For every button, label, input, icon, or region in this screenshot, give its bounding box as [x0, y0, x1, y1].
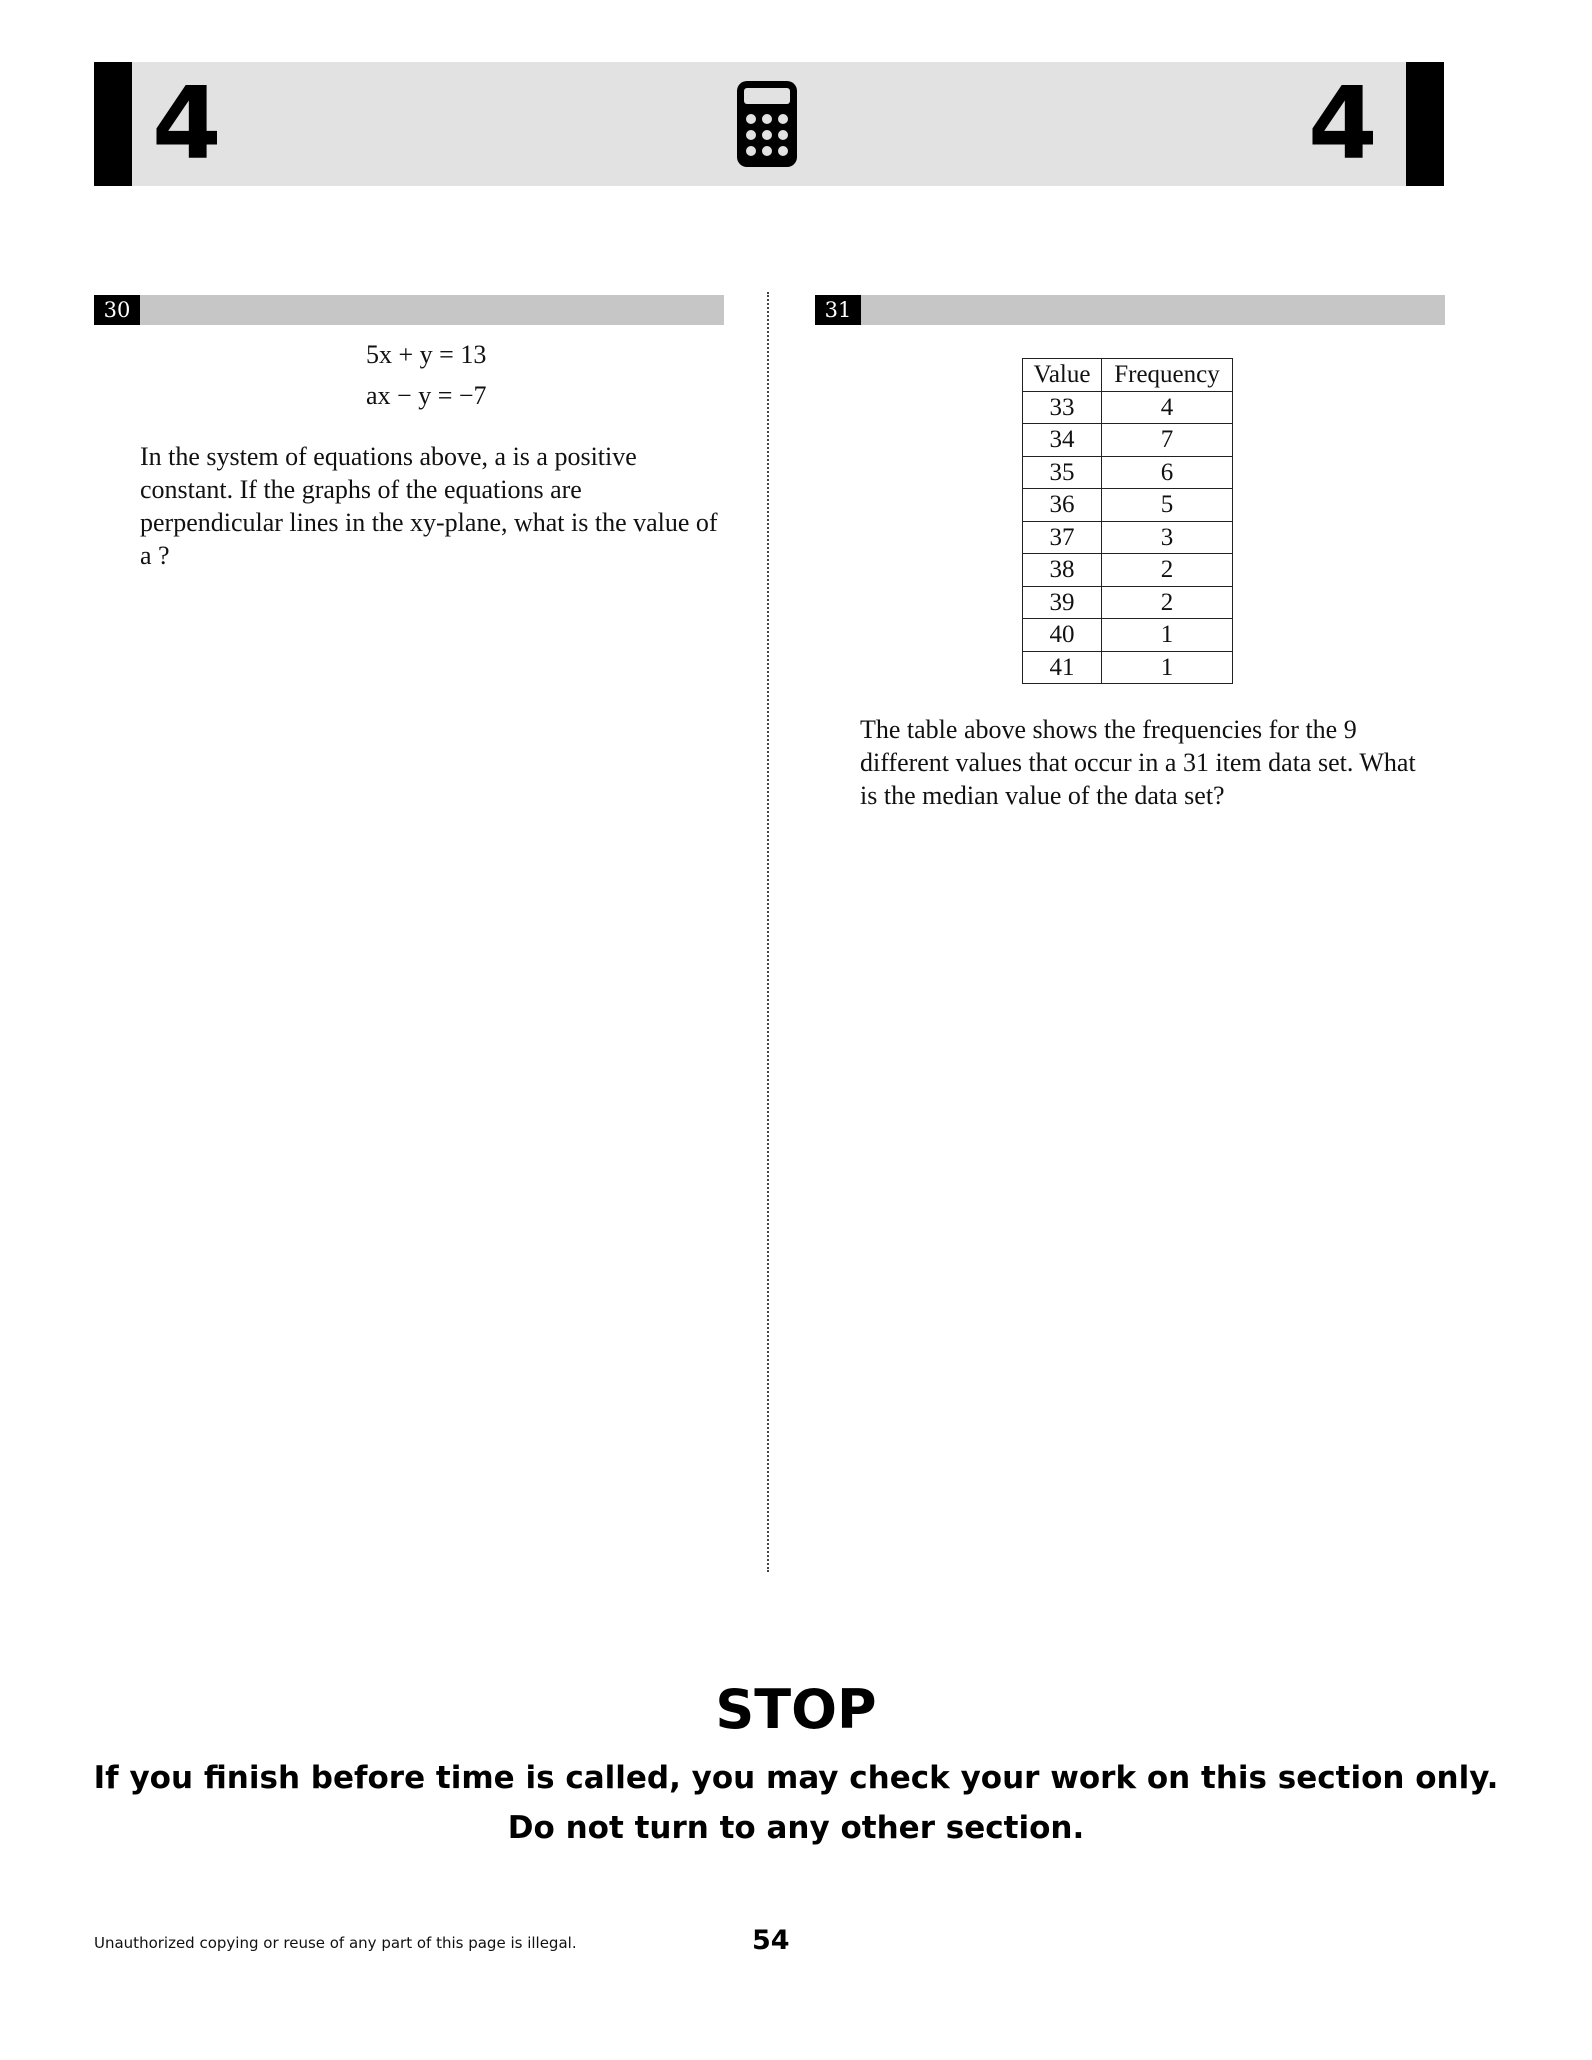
table-cell-frequency: 6 [1102, 456, 1233, 489]
question-30-text: In the system of equations above, a is a positive constant. If the graphs of the equations are perpendicular lines in the xy-plane, what is the value of a ? [140, 442, 718, 570]
table-cell-frequency: 4 [1102, 391, 1233, 424]
table-cell-value: 34 [1023, 424, 1102, 457]
calculator-icon [736, 80, 798, 168]
section-number-right: 4 [1308, 65, 1378, 182]
table-cell-value: 33 [1023, 391, 1102, 424]
table-row [1023, 489, 1233, 522]
table-row [1023, 456, 1233, 489]
page-number: 54 [752, 1925, 790, 1956]
frequency-table [1022, 358, 1233, 684]
table-row [1023, 619, 1233, 652]
column-divider [767, 292, 769, 1572]
table-cell-frequency: 1 [1102, 619, 1233, 652]
stop-instruction-1: If you finish before time is called, you may check your work on this section only. [93, 1760, 1499, 1796]
question-number: 30 [94, 295, 140, 325]
column-header-frequency: Frequency [1102, 359, 1233, 392]
table-row [1023, 554, 1233, 587]
copyright-notice: Unauthorized copying or reuse of any part of this page is illegal. [94, 1934, 577, 1952]
stop-instruction-2: Do not turn to any other section. [507, 1810, 1085, 1846]
table-header-row [1023, 359, 1233, 392]
equation-2: ax − y = −7 [366, 381, 487, 410]
section-header-right-bar [1406, 62, 1444, 186]
stop-title: STOP [715, 1678, 877, 1741]
table-row [1023, 424, 1233, 457]
table-cell-frequency: 5 [1102, 489, 1233, 522]
equation-1: 5x + y = 13 [366, 340, 487, 369]
table-cell-frequency: 1 [1102, 651, 1233, 684]
table-cell-value: 36 [1023, 489, 1102, 522]
table-cell-frequency: 7 [1102, 424, 1233, 457]
question-30-bar [94, 295, 724, 325]
section-number-left: 4 [152, 65, 222, 182]
question-number: 31 [815, 295, 861, 325]
question-31-bar [815, 295, 1445, 325]
table-cell-frequency: 2 [1102, 554, 1233, 587]
table-cell-frequency: 3 [1102, 521, 1233, 554]
column-header-value: Value [1023, 359, 1102, 392]
question-31-text: The table above shows the frequencies for the 9 different values that occur in a 31 item data set. What is the median value of the data set? [860, 715, 1416, 810]
table-cell-value: 35 [1023, 456, 1102, 489]
table-row [1023, 651, 1233, 684]
table-cell-frequency: 2 [1102, 586, 1233, 619]
table-row [1023, 391, 1233, 424]
table-row [1023, 521, 1233, 554]
table-row [1023, 586, 1233, 619]
table-cell-value: 41 [1023, 651, 1102, 684]
section-header-left-bar [94, 62, 132, 186]
table-cell-value: 40 [1023, 619, 1102, 652]
table-cell-value: 37 [1023, 521, 1102, 554]
table-cell-value: 38 [1023, 554, 1102, 587]
table-cell-value: 39 [1023, 586, 1102, 619]
